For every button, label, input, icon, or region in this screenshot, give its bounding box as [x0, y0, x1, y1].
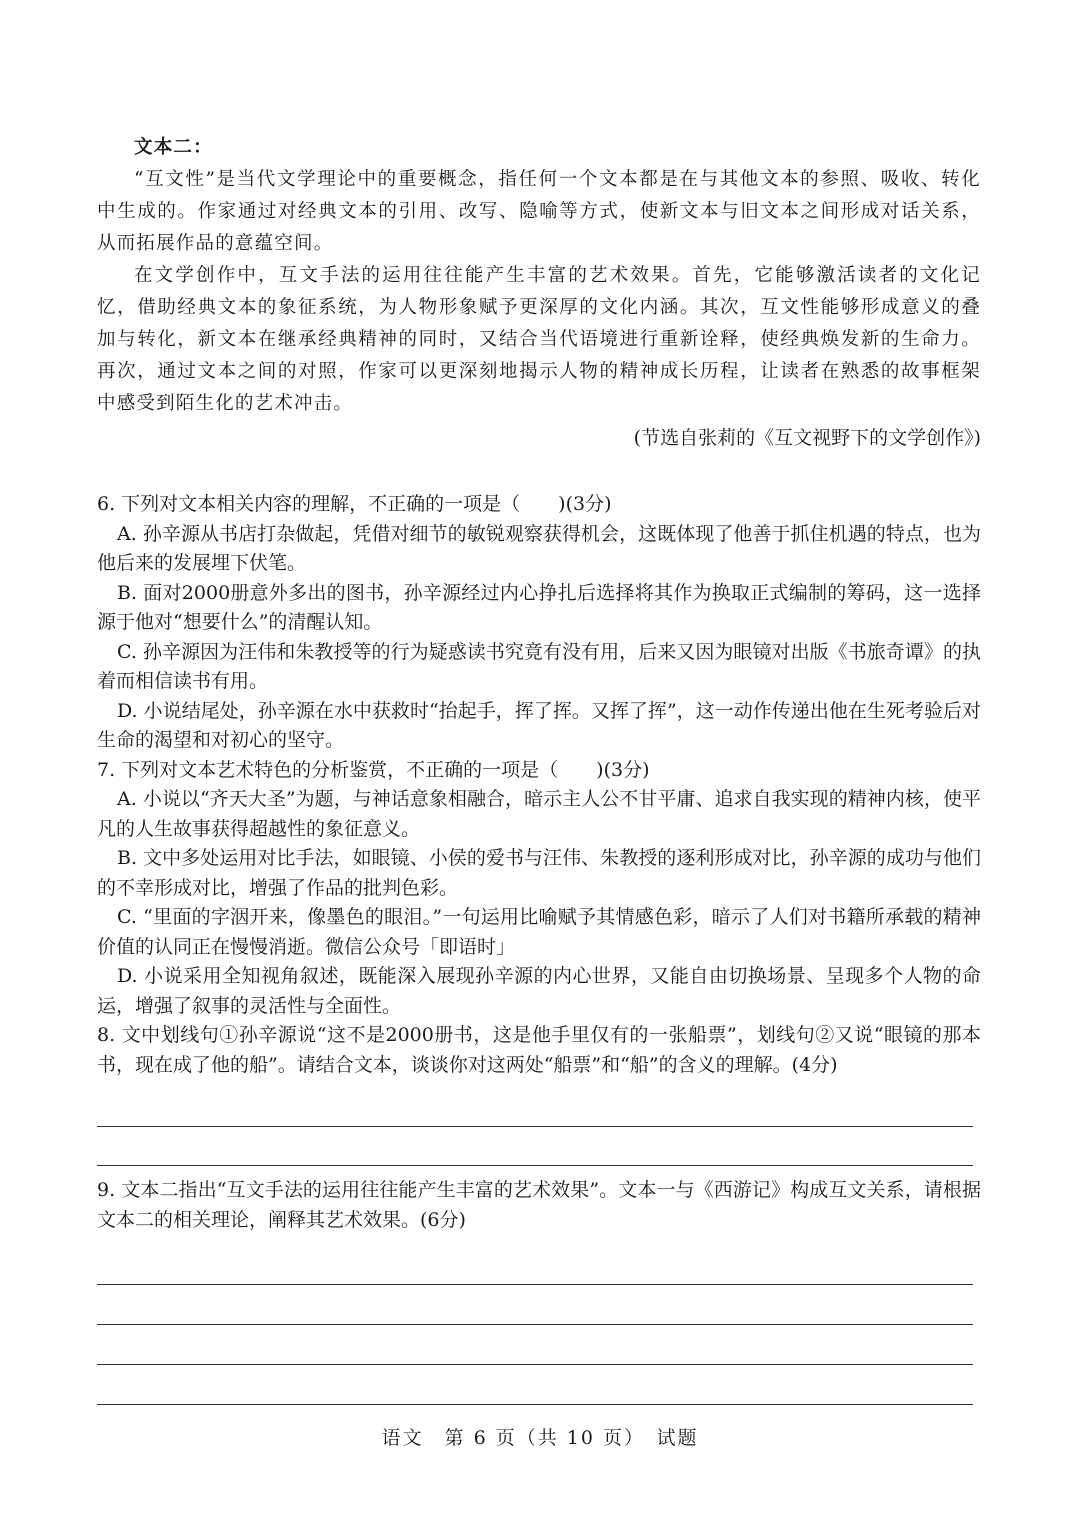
- answer-line[interactable]: [97, 1245, 973, 1285]
- question-9: [97, 1176, 981, 1405]
- question-8-answer-area[interactable]: [97, 1088, 981, 1166]
- question-7-option-c: C. “里面的字洇开来，像墨色的眼泪。”一句运用比喻赋予其情感色彩，暗示了人们对书籍所承载的精神价值的认同正在慢慢消逝。微信公众号「即语时」: [97, 906, 981, 958]
- page-footer: 语文 第 6 页（共 10 页） 试题: [381, 1427, 699, 1449]
- question-7-option-b: B. 文中多处运用对比手法，如眼镜、小侯的爱书与汪伟、朱教授的逐利形成对比，孙辛源的成功与他们的不幸形成对比，增强了作品的批判色彩。: [97, 847, 981, 899]
- question-6-stem: 6. 下列对文本相关内容的理解，不正确的一项是（ )(3分): [97, 493, 612, 515]
- question-6-option-c: C. 孙辛源因为汪伟和朱教授等的行为疑惑读书究竟有没有用，后来又因为眼镜对出版《书旅奇谭》的执着而相信读书有用。: [97, 640, 981, 692]
- question-6-option-a: A. 孙辛源从书店打杂做起，凭借对细节的敏锐观察获得机会，这既体现了他善于抓住机遇的特点，也为他后来的发展埋下伏笔。: [97, 522, 981, 574]
- question-7: [97, 756, 981, 1022]
- question-6-option-d: D. 小说结尾处，孙辛源在水中获救时“抬起手，挥了挥。又挥了挥”，这一动作传递出他在生死考验后对生命的渴望和对初心的坚守。: [97, 699, 981, 751]
- question-6: [97, 490, 981, 756]
- answer-line[interactable]: [97, 1127, 973, 1166]
- question-7-option-d: D. 小说采用全知视角叙述，既能深入展现孙辛源的内心世界，又能自由切换场景、呈现多个人物的命运，增强了叙事的灵活性与全面性。: [97, 965, 981, 1017]
- answer-line[interactable]: [97, 1365, 973, 1405]
- questions-section: [97, 490, 981, 1405]
- question-7-stem: 7. 下列对文本艺术特色的分析鉴赏，不正确的一项是（ )(3分): [97, 758, 650, 781]
- text2-paragraph-2: 在文学创作中，互文手法的运用往往能产生丰富的艺术效果。首先，它能够激活读者的文化记忆，借助经典文本的象征系统，为人物形象赋予更深厚的文化内涵。其次，互文性能够形成意义的叠加与转化，新文本在继承经典精神的同时，又结合当代语境进行重新诠释，使经典焕发新的生命力。再次，通过文本之间的对照，作家可以更深刻地揭示人物的精神成长历程，让读者在熟悉的故事框架中感受到陌生化的艺术冲击。: [97, 265, 981, 414]
- exam-page: [97, 132, 981, 1415]
- text2-title: 文本二：: [134, 137, 213, 158]
- answer-line[interactable]: [97, 1285, 973, 1325]
- text2-passage: [97, 132, 981, 454]
- question-6-option-b: B. 面对2000册意外多出的图书，孙辛源经过内心挣扎后选择将其作为换取正式编制的筹码，这一选择源于他对“想要什么”的清醒认知。: [97, 581, 981, 633]
- text2-source: (节选自张莉的《互文视野下的文学创作》): [633, 427, 981, 449]
- question-9-stem: 9. 文本二指出“互文手法的运用往往能产生丰富的艺术效果”。文本一与《西游记》构成互文关系，请根据文本二的相关理论，阐释其艺术效果。(6分): [97, 1179, 981, 1231]
- answer-line[interactable]: [97, 1325, 973, 1365]
- question-8-stem: 8. 文中划线句①孙辛源说“这不是2000册书，这是他手里仅有的一张船票”，划线句②又说“眼镜的那本书，现在成了他的船”。请结合文本，谈谈你对这两处“船票”和“船”的含义的理解。(4分): [97, 1024, 981, 1076]
- question-8: [97, 1021, 981, 1166]
- question-9-answer-area[interactable]: [97, 1245, 981, 1405]
- question-7-option-a: A. 小说以“齐天大圣”为题，与神话意象相融合，暗示主人公不甘平庸、追求自我实现的精神内核，使平凡的人生故事获得超越性的象征意义。: [97, 788, 981, 840]
- text2-paragraph-1: “互文性”是当代文学理论中的重要概念，指任何一个文本都是在与其他文本的参照、吸收、转化中生成的。作家通过对经典文本的引用、改写、隐喻等方式，使新文本与旧文本之间形成对话关系，从而拓展作品的意蕴空间。: [97, 169, 981, 254]
- answer-line[interactable]: [97, 1088, 973, 1127]
